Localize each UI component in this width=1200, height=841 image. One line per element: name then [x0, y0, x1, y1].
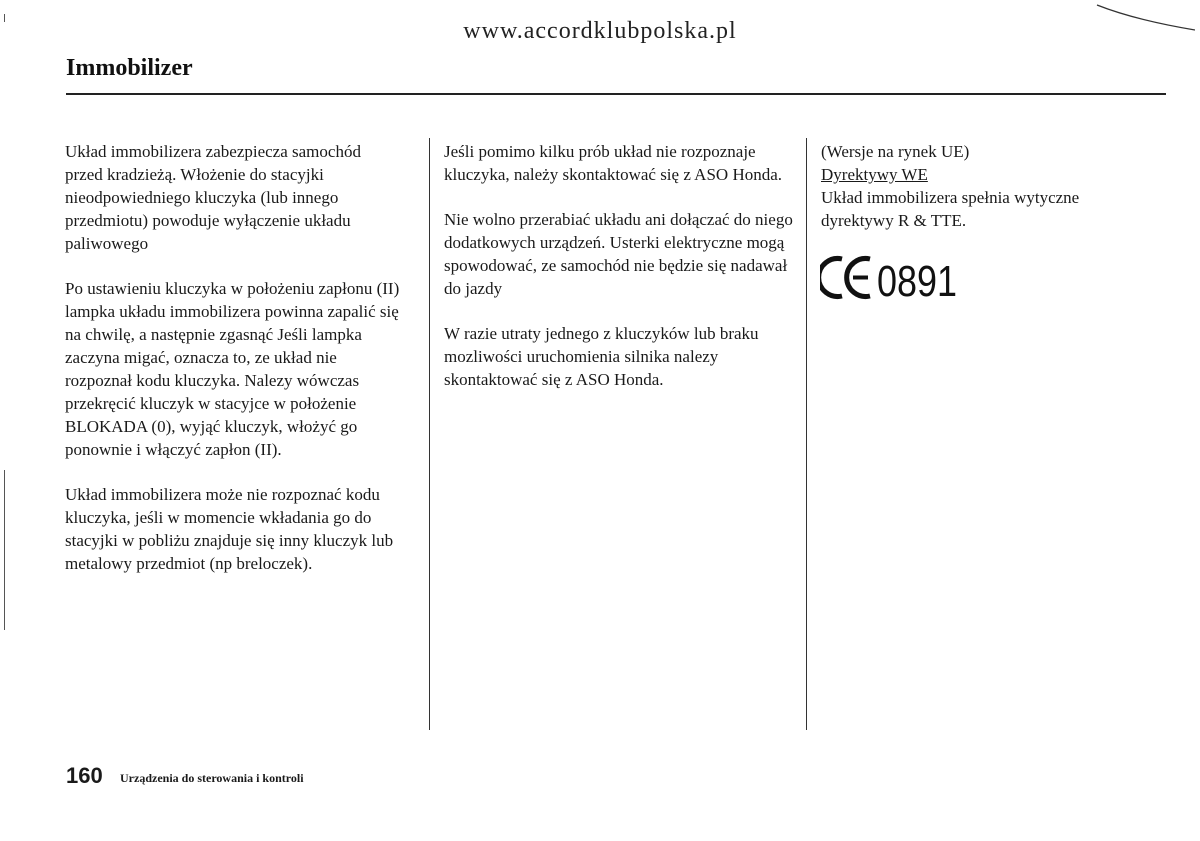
- section-title: Immobilizer: [66, 55, 193, 81]
- edge-mark: [4, 14, 5, 22]
- column-1: [65, 140, 400, 597]
- directive-heading: Dyrektywy WE: [821, 165, 928, 184]
- ce-number: 0891: [877, 257, 957, 303]
- column-2: [444, 140, 794, 413]
- column-divider: [806, 138, 807, 730]
- column-divider: [429, 138, 430, 730]
- website-watermark: www.accordklubpolska.pl: [463, 18, 737, 44]
- paragraph: Nie wolno przerabiać układu ani dołączać do niego dodatkowych urządzeń. Usterki elektryczne mogą spowodować, ze samochód nie będzie się nadawał do jazdy: [444, 210, 793, 298]
- page-number: 160: [66, 763, 103, 788]
- paragraph: Układ immobilizera może nie rozpoznać kodu kluczyka, jeśli w momencie wkładania go do stacyjki w pobliżu znajduje się inny kluczyk lub metalowy przedmiot (np breloczek).: [65, 485, 394, 573]
- version-note: (Wersje na rynek UE): [821, 142, 970, 161]
- edge-mark: [4, 470, 5, 630]
- paragraph: Jeśli pomimo kilku prób układ nie rozpoznaje kluczyka, należy skontaktować się z ASO Honda.: [444, 142, 783, 184]
- paragraph: Układ immobilizera zabezpiecza samochód przed kradzieżą. Włożenie do stacyjki nieodpowiedniego kluczyka (lub innego przedmiotu) powoduje wyłączenie układu paliwowego: [65, 142, 361, 253]
- paragraph: Po ustawieniu kluczyka w położeniu zapłonu (II) lampka układu immobilizera powinna zapalić się na chwilę, a następnie zgasnąć Jeśli lampka zaczyna migać, oznacza to, ze układ nie rozpoznał kodu kluczyka. Nalezy wówczas przekręcić kluczyk w stacyjce w położenie BLOKADA (0), wyjąć kluczyk, włożyć go ponownie i włączyć zapłon (II).: [65, 279, 400, 459]
- column-3: [821, 140, 1121, 232]
- ce-mark-icon: [820, 253, 970, 303]
- directive-text: Układ immobilizera spełnia wytyczne dyrektywy R & TTE.: [821, 188, 1080, 230]
- chapter-title: Urządzenia do sterowania i kontroli: [120, 771, 304, 785]
- paragraph: W razie utraty jednego z kluczyków lub braku mozliwości uruchomienia silnika nalezy skontaktować się z ASO Honda.: [444, 324, 759, 389]
- corner-pen-stroke: [1095, 2, 1195, 32]
- header-rule: [66, 93, 1166, 95]
